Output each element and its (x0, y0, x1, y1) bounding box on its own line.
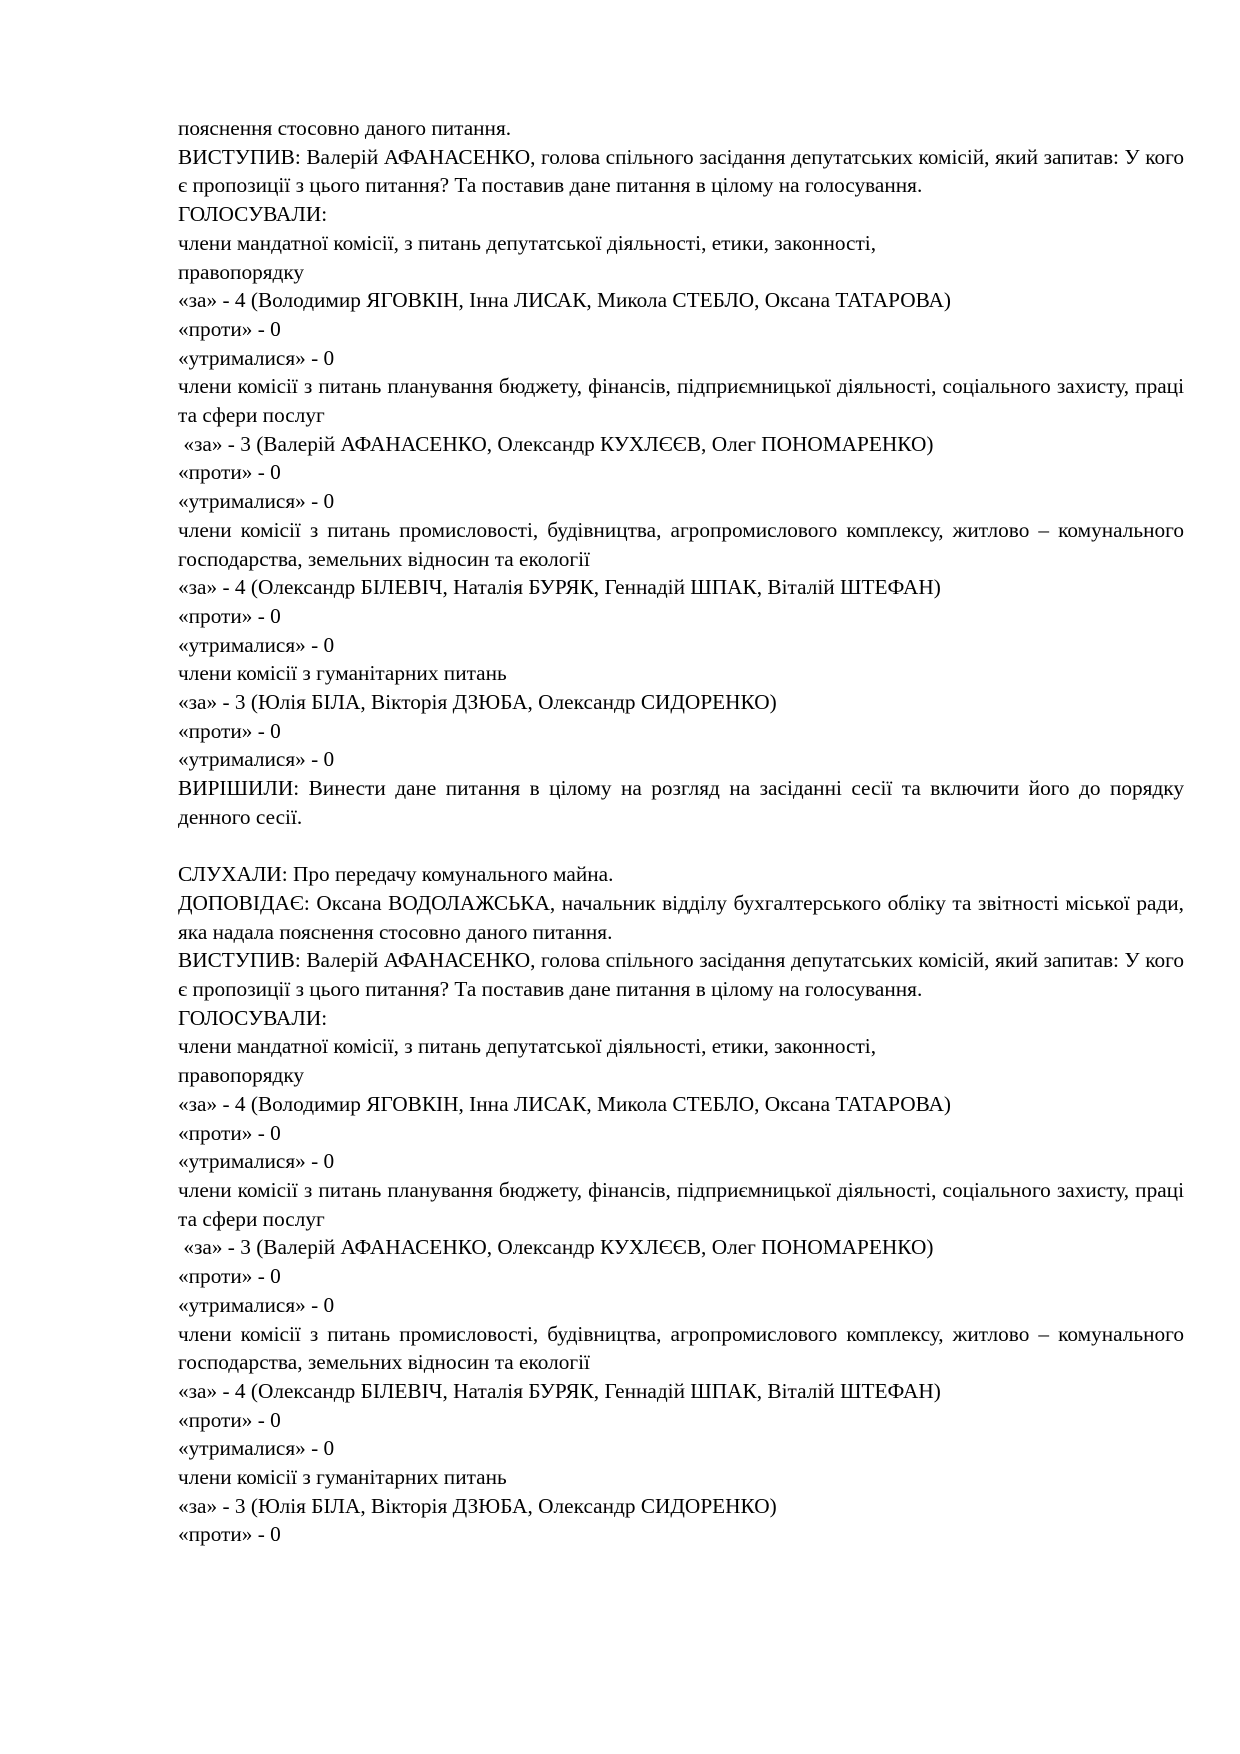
paragraph: пояснення стосовно даного питання. (178, 116, 512, 140)
vote-against: «проти» - 0 (178, 460, 281, 485)
vote-against: «проти» - 0 (178, 1522, 281, 1547)
commission-label: члени комісії з гуманітарних питань (178, 1465, 507, 1490)
vote-against: «проти» - 0 (178, 718, 281, 743)
vote-for: «за» - 4 (Володимир ЯГОВКІН, Інна ЛИСАК, Микола СТЕБЛО, Оксана ТАТАРОВА) (178, 288, 951, 313)
vote-against: «проти» - 0 (178, 316, 281, 341)
commission-label: члени комісії з питань промисловості, будівництва, агропромислового комплексу, житлово – комунального господарства, земельних відносин та екології (178, 517, 1184, 571)
vote-against: «проти» - 0 (178, 1120, 281, 1145)
vote-for: «за» - 4 (Олександр БІЛЕВІЧ, Наталія БУРЯК, Геннадій ШПАК, Віталій ШТЕФАН) (178, 1378, 941, 1403)
vote-against: «проти» - 0 (178, 603, 281, 628)
vote-abstain: «утрималися» - 0 (178, 489, 335, 514)
paragraph-vystupyv: ВИСТУПИВ: Валерій АФАНАСЕНКО, голова спільного засідання депутатських комісій, який запитав: У кого є пропозиції з цього питання? Та поставив дане питання в цілому на голосування. (178, 948, 1184, 1002)
vote-abstain: «утрималися» - 0 (178, 632, 335, 657)
vote-abstain: «утрималися» - 0 (178, 747, 335, 772)
commission-label: члени комісії з гуманітарних питань (178, 661, 507, 686)
vote-abstain: «утрималися» - 0 (178, 1436, 335, 1461)
paragraph-vyrishyly: ВИРІШИЛИ: Винести дане питання в цілому на розгляд на засіданні сесії та включити його до порядку денного сесії. (178, 776, 1184, 829)
vote-against: «проти» - 0 (178, 1407, 281, 1432)
vote-for: «за» - 3 (Юлія БІЛА, Вікторія ДЗЮБА, Олександр СИДОРЕНКО) (178, 1493, 777, 1518)
vote-for: «за» - 3 (Валерій АФАНАСЕНКО, Олександр КУХЛЄЄВ, Олег ПОНОМАРЕНКО) (178, 1235, 934, 1260)
paragraph-vystupyv: ВИСТУПИВ: Валерій АФАНАСЕНКО, голова спільного засідання депутатських комісій, який запитав: У кого є пропозиції з цього питання? Та поставив дане питання в цілому на голосування. (178, 144, 1184, 198)
commission-label: члени комісії з питань планування бюджету, фінансів, підприємницької діяльності, соціального захисту, праці та сфери послуг (178, 374, 1184, 428)
paragraph-sluhaly: СЛУХАЛИ: Про передачу комунального майна. (178, 862, 614, 887)
commission-label: члени комісії з питань планування бюджету, фінансів, підприємницької діяльності, соціального захисту, праці та сфери послуг (178, 1178, 1184, 1231)
vote-for: «за» - 3 (Валерій АФАНАСЕНКО, Олександр КУХЛЄЄВ, Олег ПОНОМАРЕНКО) (178, 431, 934, 456)
paragraph-holosuvaly: ГОЛОСУВАЛИ: (178, 1005, 328, 1030)
commission-label: члени мандатної комісії, з питань депутатської діяльності, етики, законності, (178, 230, 877, 255)
commission-label: члени комісії з питань промисловості, будівництва, агропромислового комплексу, житлово – комунального господарства, земельних відносин та екології (178, 1321, 1184, 1375)
vote-for: «за» - 3 (Юлія БІЛА, Вікторія ДЗЮБА, Олександр СИДОРЕНКО) (178, 690, 777, 715)
vote-abstain: «утрималися» - 0 (178, 1149, 335, 1174)
blank-line (178, 832, 1184, 861)
vote-for: «за» - 4 (Володимир ЯГОВКІН, Інна ЛИСАК, Микола СТЕБЛО, Оксана ТАТАРОВА) (178, 1091, 951, 1116)
commission-label: правопорядку (178, 259, 305, 284)
document-page (178, 114, 1184, 1549)
vote-abstain: «утрималися» - 0 (178, 345, 335, 370)
commission-label: правопорядку (178, 1063, 305, 1088)
vote-against: «проти» - 0 (178, 1264, 281, 1289)
paragraph-dopovidaye: ДОПОВІДАЄ: Оксана ВОДОЛАЖСЬКА, начальник відділу бухгалтерського обліку та звітності міської ради, яка надала пояснення стосовно даного питання. (178, 890, 1184, 944)
vote-abstain: «утрималися» - 0 (178, 1292, 335, 1317)
paragraph-holosuvaly: ГОЛОСУВАЛИ: (178, 202, 328, 227)
commission-label: члени мандатної комісії, з питань депутатської діяльності, етики, законності, (178, 1034, 877, 1059)
vote-for: «за» - 4 (Олександр БІЛЕВІЧ, Наталія БУРЯК, Геннадій ШПАК, Віталій ШТЕФАН) (178, 575, 941, 600)
